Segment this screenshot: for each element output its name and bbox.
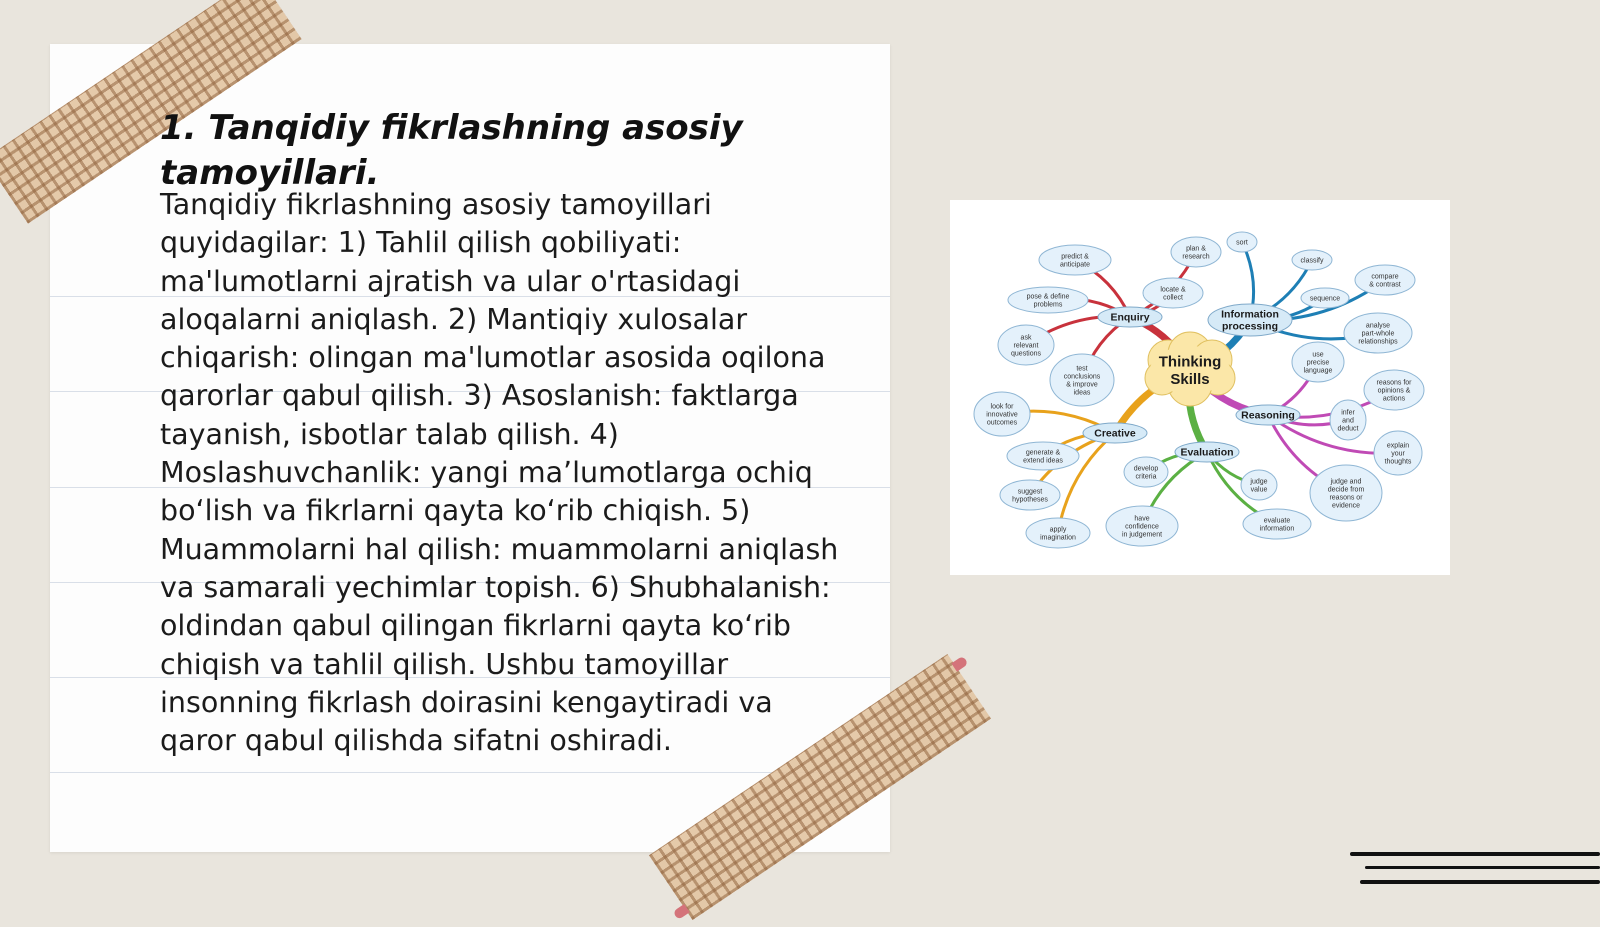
leaf-node-label: apply imagination: [1040, 526, 1076, 542]
tape-tab: [673, 904, 690, 920]
leaf-node-label: suggest hypotheses: [1012, 488, 1048, 504]
decorative-stroke: [1360, 880, 1600, 884]
leaf-node-label: test conclusions & improve ideas: [1063, 365, 1101, 397]
slide-title: 1. Tanqidiy fikrlashning asosiy tamoyillari.: [160, 108, 743, 193]
leaf-node-label: develop criteria: [1133, 465, 1159, 481]
center-node: [1145, 332, 1235, 406]
branch-node-label: Evaluation: [1180, 446, 1234, 459]
leaf-node-label: use precise language: [1303, 351, 1333, 375]
branch-node-label: Reasoning: [1241, 409, 1295, 422]
leaf-node-label: have confidence in judgement: [1121, 515, 1163, 539]
leaf-node-label: evaluate information: [1259, 517, 1295, 533]
thinking-skills-mindmap: [950, 200, 1450, 575]
mindmap-nodes: [974, 232, 1424, 548]
decorative-stroke: [1365, 866, 1600, 869]
slide-body-text: Tanqidiy fikrlashning asosiy tamoyillari quyidagilar: 1) Tahlil qilish qobiliyati: ma'lumotlarni ajratish va ular o'rtasidagi aloqalarni aniqlash. 2) Mantiqiy xulosalar chiqarish: olingan ma'lumotlar asosida oqilona qarorlar qabul qilish. 3) Asoslanish: faktlarga tayanish, isbotlar talab qilish. 4) Moslashuvchanlik: yangi maʼlumotlarga ochiq boʻlish va fikrlarni qayta koʻrib chiqish. 5) Muammolarni hal qilish: muammolarni aniqlash va samarali yechimlar topish. 6) Shubhalanish: oldindan qabul qilingan fikrlarni qayta koʻrib chiqish va tahlil qilish. Ushbu tamoyillar insonning fikrlash doirasini kengaytiradi va qaror qabul qilishda sifatni oshiradi.: [160, 188, 839, 758]
leaf-node-label: look for innovative outcomes: [986, 403, 1018, 427]
decorative-stroke: [1350, 852, 1600, 856]
leaf-node-label: analyse part-whole relationships: [1358, 322, 1398, 346]
leaf-node-label: reasons for opinions & actions: [1376, 379, 1412, 403]
leaf-node-label: classify: [1300, 257, 1324, 265]
leaf-node-label: sequence: [1309, 295, 1341, 303]
branch-node-label: Enquiry: [1110, 311, 1150, 324]
leaf-node-label: plan & research: [1182, 245, 1210, 261]
center-node-label: Thinking Skills: [1158, 353, 1222, 388]
leaf-node-label: judge value: [1250, 478, 1268, 494]
leaf-node-label: explain your thoughts: [1384, 442, 1412, 466]
leaf-node-label: generate & extend ideas: [1023, 449, 1063, 465]
tape-tab: [951, 656, 968, 672]
leaf-node-label: pose & define problems: [1026, 293, 1070, 309]
leaf-node-label: judge and decide from reasons or evidence: [1327, 478, 1365, 510]
leaf-node-label: predict & anticipate: [1060, 253, 1090, 269]
branch-node-label: Information processing: [1221, 308, 1279, 333]
leaf-node-label: infer and deduct: [1337, 409, 1359, 433]
mindmap-svg: [950, 200, 1450, 575]
paper-rule: [50, 772, 890, 773]
branch-node-label: Creative: [1094, 427, 1136, 440]
leaf-node-label: ask relevant questions: [1011, 334, 1041, 358]
leaf-node-label: compare & contrast: [1369, 273, 1401, 289]
leaf-node-label: sort: [1236, 239, 1248, 247]
leaf-node-label: locate & collect: [1160, 286, 1186, 302]
